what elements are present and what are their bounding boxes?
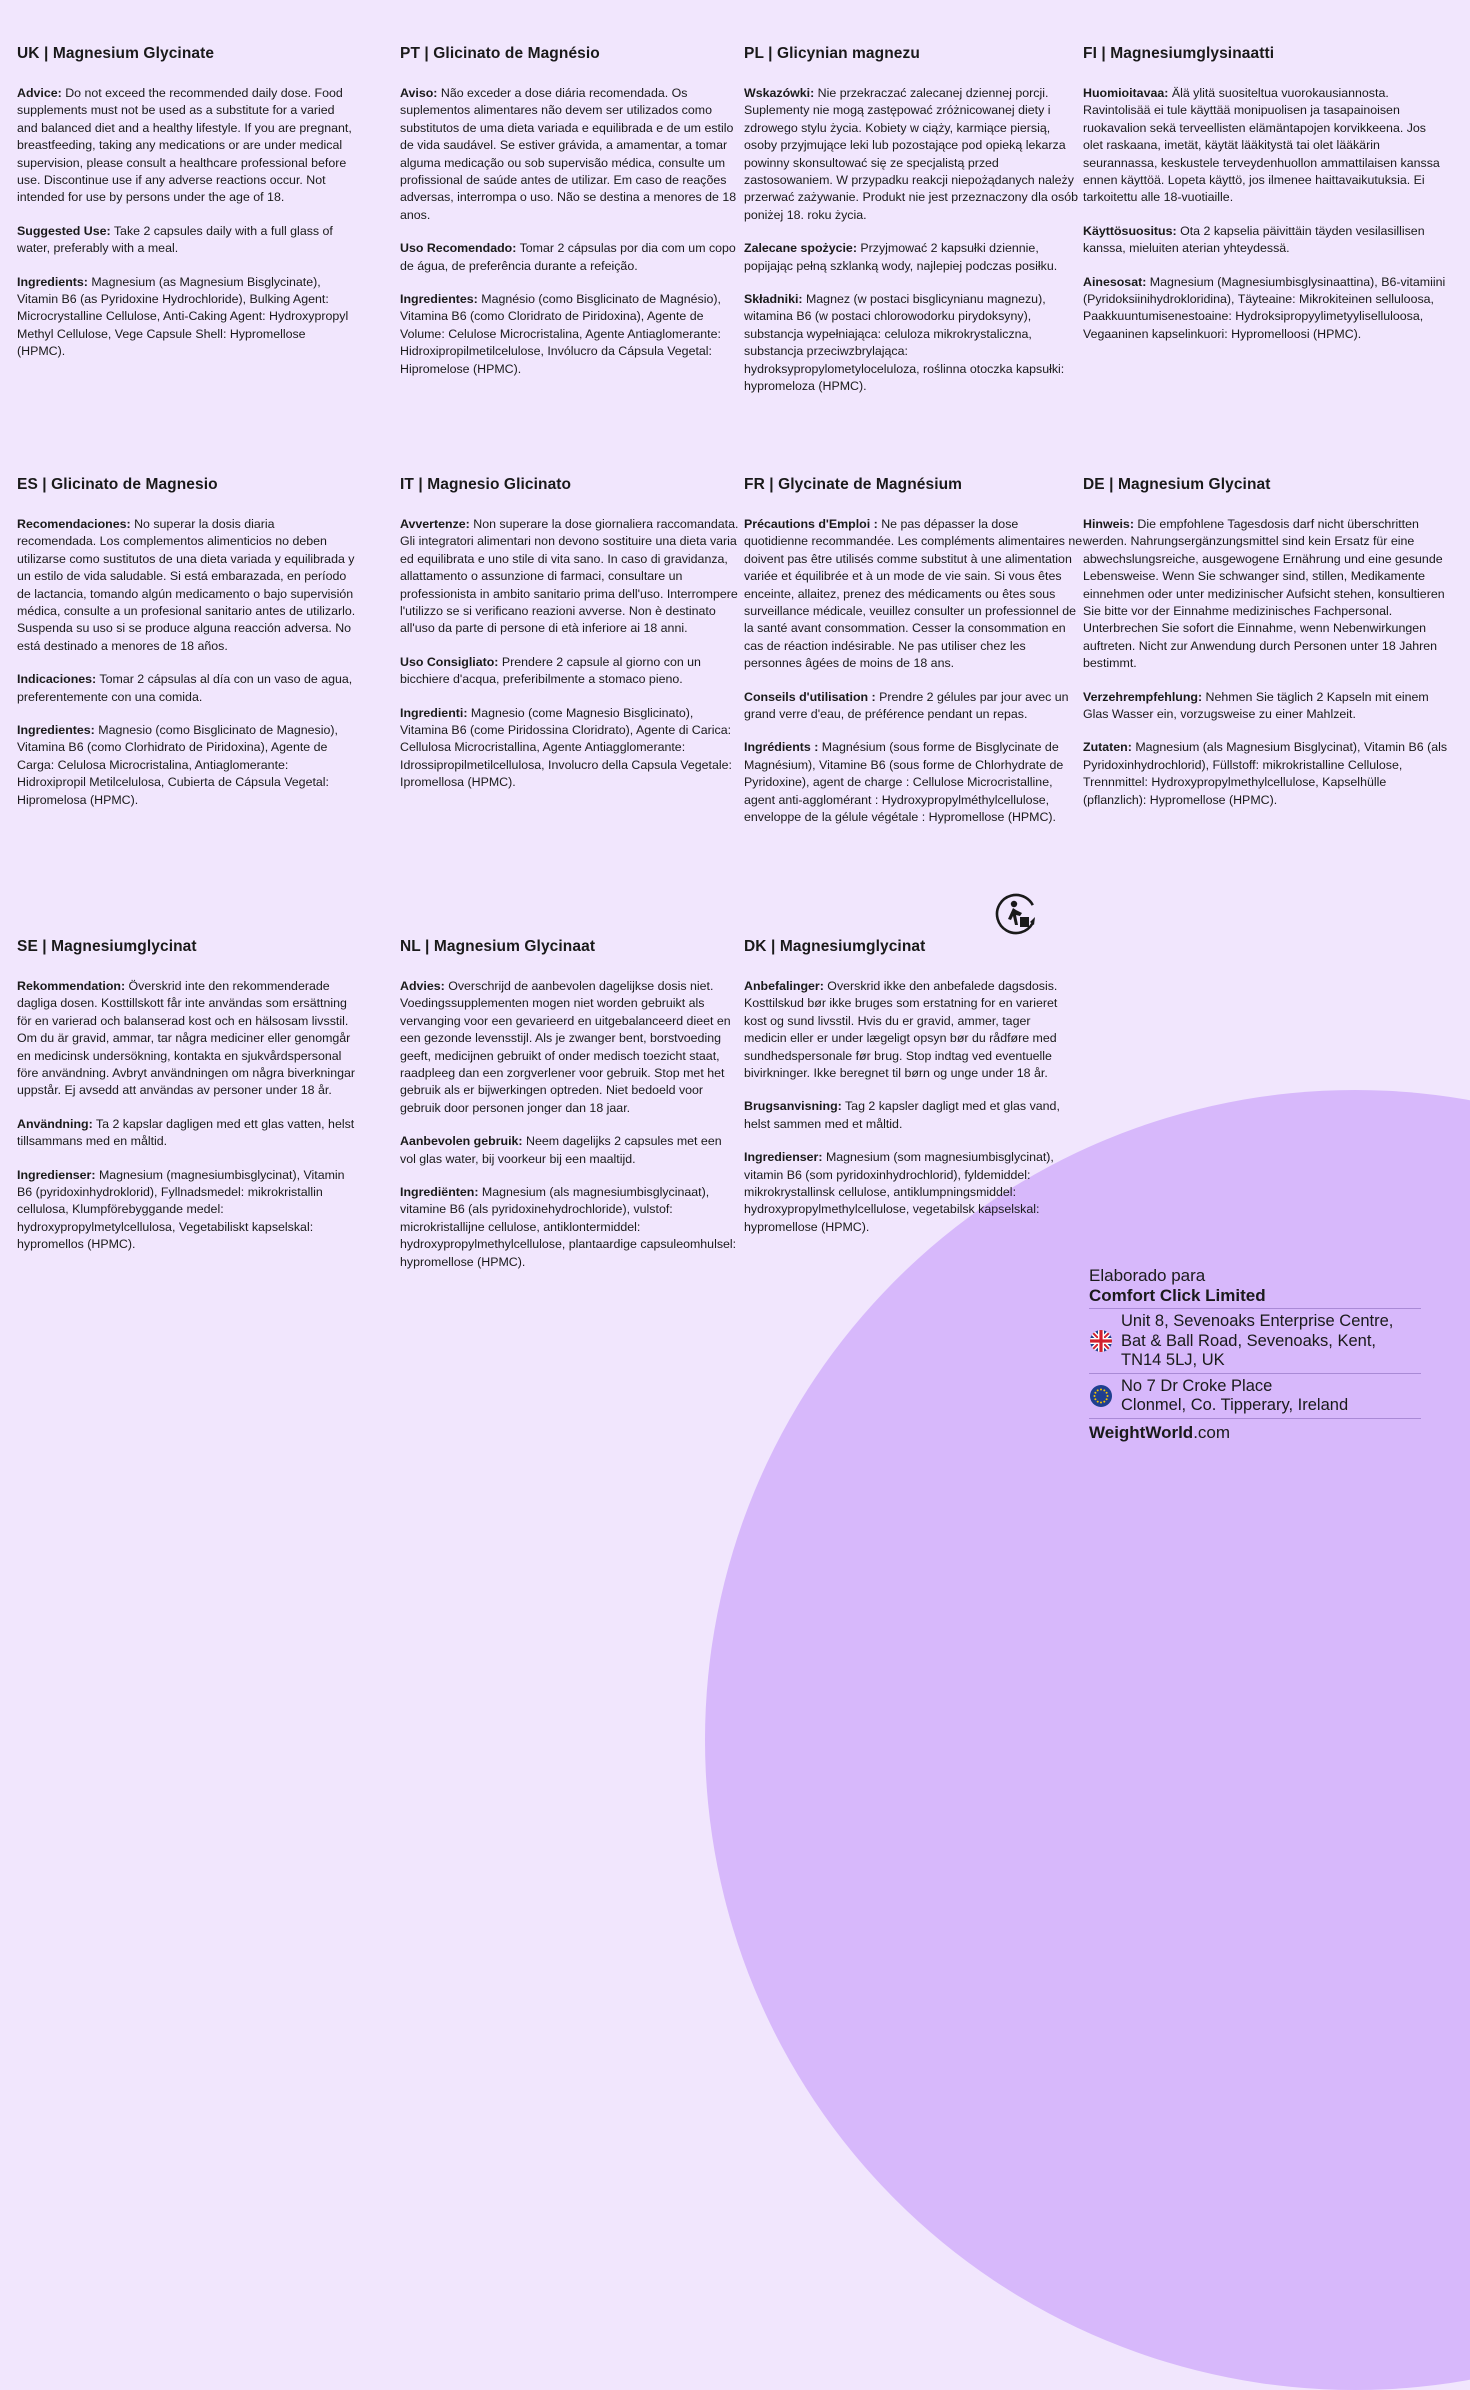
- uk-address-line: TN14 5LJ, UK: [1121, 1351, 1225, 1369]
- ingredients-text: Magnesium (als Magnesium Bisglycinat), Vitamin B6 (als Pyridoxinhydrochlorid), Füllstoff: mikrokristalline Cellulose, Trennmittel: Hydroxypropylmethylcellulose, Kapselhülle (pflanzlich): Hypromellose (HPMC).: [1083, 740, 1448, 807]
- eu-flag-icon: [1089, 1384, 1113, 1408]
- uk-flag-icon: [1089, 1329, 1113, 1353]
- section-dk: [744, 937, 1074, 1252]
- section-title: UK | Magnesium Glycinate: [17, 45, 215, 62]
- ingredients-paragraph: [400, 291, 740, 378]
- advice-text: Overschrijd de aanbevolen dagelijkse dosis niet. Voedingssupplementen mogen niet worden gebruikt als vervanging voor een gevarieerd en uitgebalanceerd dieet en een gezonde levensstijl. Als je zwanger bent, borstvoeding geeft, medicijnen gebruikt of onder medisch toezicht staat, raadpleeg dan een zorgverlener voor gebruik. Stop met het gebruik als er bijwerkingen optreden. Niet bedoeld voor gebruik door personen jonger dan 18 jaar.: [400, 979, 731, 1115]
- use-text: Tomar 2 cápsulas por dia com um copo de água, de preferência durante a refeição.: [400, 241, 736, 273]
- section-it: [400, 475, 740, 808]
- manufacturer-footer: [1089, 1266, 1421, 1443]
- eu-address-line: No 7 Dr Croke Place: [1121, 1376, 1273, 1395]
- advice-text: Älä ylitä suositeltua vuorokausiannosta. Ravintolisää ei tule käyttää monipuolisen ja tasapainoisen ruokavalion sekä terveellisten elämäntapojen korvikkeena. Jos olet raskaana, imetät, käytät lääkitystä tai olet lääkärin seurannassa, keskustele terveydenhuollon ammattilaisen kanssa ennen käyttöä. Lopeta käyttö, jos ilmenee haittavaikutuksia. Ei tarkoitettu alle 18-vuotiaille.: [1083, 86, 1440, 205]
- ingredients-text: Magnesium (som magnesiumbisglycinat), vitamin B6 (som pyridoxinhydrochlorid), fyldemiddel: mikrokrystallinsk cellulose, antiklumpningsmiddel: hydroxypropylmethylcellulose, vegetabilsk kapselskal: hypromellose (HPMC).: [744, 1150, 1054, 1234]
- advice-text: Não exceder a dose diária recomendada. Os suplementos alimentares não devem ser utilizados como substitutos de uma dieta variada e equilibrada e de um estilo de vida saudável. Se estiver grávida, a amamentar, a tomar alguma medicação ou sob supervisão médica, consulte um profissional de saúde antes de utilizar. Em caso de reações adversas, interrompa o uso. Não se destina a menores de 18 anos.: [400, 86, 737, 222]
- use-text: Tomar 2 cápsulas al día con un vaso de agua, preferentemente con una comida.: [17, 672, 353, 704]
- advice-paragraph: [400, 85, 740, 224]
- advice-label: Advice:: [17, 86, 62, 100]
- advice-label: Wskazówki:: [744, 86, 815, 100]
- ingredients-label: Ingrédients :: [744, 740, 819, 755]
- section-title: PT | Glicinato de Magnésio: [400, 45, 600, 62]
- use-paragraph: [17, 223, 357, 258]
- advice-label: Advies:: [400, 979, 445, 993]
- advice-text: Die empfohlene Tagesdosis darf nicht überschritten werden. Nahrungsergänzungsmittel sind kein Ersatz für eine abwechslungsreiche, ausgewogene Ernährung und eine gesunde Lebensweise. Wenn Sie schwanger sind, stillen, Medikamente einnehmen oder unter medizinischer Aufsicht stehen, konsultieren Sie bitte vor der Einnahme medizinisches Fachpersonal. Unterbrechen Sie sofort die Einnahme, wenn Nebenwirkungen auftreten. Nicht zur Anwendung durch Personen unter 18 Jahren bestimmt.: [1083, 517, 1445, 671]
- ingredients-label: Ainesosat:: [1083, 274, 1147, 289]
- use-label: Uso Consigliato:: [400, 654, 499, 669]
- eu-address-line: Clonmel, Co. Tipperary, Ireland: [1121, 1396, 1349, 1414]
- advice-label: Précautions d'Emploi :: [744, 517, 878, 531]
- ingredients-text: Magnesium (Magnesiumbisglysinaattina), B6-vitamiini (Pyridoksiinihydrokloridina), Täyteaine: Mikrokiteinen selluloosa, Paakkuuntumisenestoaine: Hydroksipropyylimetyyliselluloosa, Vegaaninen kapselinkuori: Hypromelloosi (HPMC).: [1083, 274, 1446, 341]
- advice-paragraph: [744, 978, 1074, 1082]
- section-title: DE | Magnesium Glycinat: [1083, 476, 1271, 493]
- ingredients-label: Ingrediënten:: [400, 1185, 479, 1200]
- advice-label: Rekommendation:: [17, 979, 126, 993]
- use-text: Nehmen Sie täglich 2 Kapseln mit einem Glas Wasser ein, vorzugsweise zu einer Mahlzeit.: [1083, 689, 1429, 722]
- advice-paragraph: [744, 516, 1084, 673]
- ingredients-text: Magnez (w postaci bisglicynianu magnezu), witamina B6 (w postaci chlorowodorku pirydoksyny), substancja wypełniająca: celuloza mikrokrystaliczna, substancja przeciwzbrylająca: hydroksypropylometyloceluloza, roślinna otoczka kapsułki: hypromeloza (HPMC).: [744, 292, 1065, 394]
- ingredients-label: Ingredients:: [17, 274, 88, 289]
- ingredients-paragraph: [17, 722, 357, 809]
- use-label: Aanbevolen gebruik:: [400, 1134, 523, 1149]
- advice-label: Huomioitavaa:: [1083, 86, 1169, 100]
- advice-label: Avvertenze:: [400, 517, 470, 531]
- use-text: Ta 2 kapslar dagligen med ett glas vatten, helst tillsammans med en måltid.: [17, 1116, 355, 1149]
- made-for-label: Elaborado para: [1089, 1266, 1206, 1285]
- section-pt: [400, 44, 740, 394]
- section-title: NL | Magnesium Glycinaat: [400, 938, 596, 955]
- use-paragraph: [744, 1098, 1074, 1133]
- uk-address-row: [1089, 1308, 1421, 1373]
- ingredients-text: Magnésio (como Bisglicinato de Magnésio), Vitamina B6 (como Cloridrato de Piridoxina), Agente de Volume: Celulose Microcristalina, Agente Antiaglomerante: Hidroxipropilmetilcelulose, Invólucro da Cápsula Vegetal: Hipromelose (HPMC).: [400, 292, 721, 376]
- section-de: [1083, 475, 1448, 825]
- ingredients-label: Ingredienser:: [744, 1150, 823, 1165]
- section-title: IT | Magnesio Glicinato: [400, 476, 572, 493]
- brand-logo: [1089, 1418, 1421, 1443]
- use-paragraph: [1083, 689, 1448, 724]
- section-es: [17, 475, 357, 825]
- use-text: Take 2 capsules daily with a full glass of water, preferably with a meal.: [17, 223, 333, 256]
- advice-paragraph: [17, 516, 357, 655]
- ingredients-paragraph: [17, 1167, 357, 1254]
- advice-label: Anbefalinger:: [744, 979, 824, 993]
- section-fr: [744, 475, 1084, 843]
- section-title: PL | Glicynian magnezu: [744, 45, 920, 62]
- use-label: Conseils d'utilisation :: [744, 689, 876, 704]
- ingredients-paragraph: [17, 274, 357, 361]
- advice-paragraph: [1083, 85, 1448, 207]
- use-label: Brugsanvisning:: [744, 1099, 842, 1114]
- section-se: [17, 937, 357, 1270]
- use-label: Uso Recomendado:: [400, 241, 517, 256]
- recycle-bin-icon: [994, 892, 1038, 936]
- advice-text: Nie przekraczać zalecanej dziennej porcji. Suplementy nie mogą zastępować zróżnicowanej diety i zdrowego stylu życia. Kobiety w ciąży, karmiące piersią, osoby przyjmujące leki lub pozostające pod opieką lekarza powinny skonsultować się ze specjalistą przed zastosowaniem. W przypadku reakcji niepożądanych należy przerwać zażywanie. Produkt nie jest przeznaczony dla osób poniżej 18. roku życia.: [744, 86, 1079, 222]
- advice-paragraph: [17, 978, 357, 1100]
- use-label: Användning:: [17, 1116, 93, 1131]
- ingredients-label: Ingredienser:: [17, 1167, 96, 1182]
- advice-text: No superar la dosis diaria recomendada. Los complementos alimenticios no deben utilizarse como sustitutos de una dieta variada y equilibrada y un estilo de vida saludable. Si está embarazada, en período de lactancia, tomando algún medicamento o bajo supervisión médica, consulte a un profesional sanitario antes de utilizarlo. Suspenda su uso si se produce alguna reacción adversa. No está destinado a menores de 18 años.: [17, 517, 356, 653]
- advice-text: Ne pas dépasser la dose quotidienne recommandée. Les compléments alimentaires ne doivent pas être utilisés comme substitut à une alimentation variée et équilibrée et à un mode de vie sain. Si vous êtes enceinte, allaitez, prenez des médicaments ou êtes sous surveillance médicale, veuillez consulter un professionnel de la santé avant consommation. Cesser la consommation en cas de réaction indésirable. Ne pas utiliser chez les personnes âgées de moins de 18 ans.: [744, 517, 1083, 671]
- use-text: Neem dagelijks 2 capsules met een vol glas water, bij voorkeur bij een maaltijd.: [400, 1134, 722, 1166]
- use-paragraph: [400, 1133, 740, 1168]
- advice-label: Recomendaciones:: [17, 517, 131, 531]
- ingredients-paragraph: [744, 739, 1084, 826]
- use-text: Przyjmować 2 kapsułki dziennie, popijając pełną szklanką wody, najlepiej podczas posiłku.: [744, 241, 1058, 273]
- ingredients-label: Składniki:: [744, 292, 803, 307]
- brand-name: WeightWorld: [1089, 1422, 1194, 1442]
- advice-paragraph: [744, 85, 1084, 224]
- ingredients-paragraph: [744, 1149, 1074, 1236]
- use-paragraph: [1083, 223, 1448, 258]
- advice-text: Överskrid inte den rekommenderade dagliga dosen. Kosttillskott får inte användas som ersättning för en varierad och balanserad kost och en hälsosam livsstil. Om du är gravid, ammar, tar några mediciner eller genomgår en medicinsk undersökning, kontakta en sjukvårdspersonal före användning. Avbryt användningen om några biverkningar uppstår. Ej avsedd att användas av personer under 18 år.: [17, 979, 355, 1098]
- ingredients-paragraph: [1083, 739, 1448, 809]
- uk-address-line: Bat & Ball Road, Sevenoaks, Kent,: [1121, 1331, 1376, 1350]
- ingredients-paragraph: [1083, 274, 1448, 344]
- section-title: SE | Magnesiumglycinat: [17, 938, 197, 955]
- ingredients-text: Magnésium (sous forme de Bisglycinate de Magnésium), Vitamine B6 (sous forme de Chlorhydrate de Pyridoxine), agent de charge : Cellulose Microcristalline, agent anti-agglomérant : Hydroxypropylméthylcellulose, enveloppe de la gélule végétale : Hypromellose (HPMC).: [744, 740, 1064, 825]
- ingredients-label: Ingredienti:: [400, 705, 468, 720]
- advice-paragraph: [400, 516, 740, 638]
- use-paragraph: [400, 240, 740, 275]
- use-text: Tag 2 kapsler dagligt med et glas vand, helst sammen med et måltid.: [744, 1099, 1060, 1131]
- use-label: Verzehrempfehlung:: [1083, 689, 1203, 704]
- ingredients-label: Zutaten:: [1083, 740, 1132, 755]
- advice-text: Non superare la dose giornaliera raccomandata. Gli integratori alimentari non devono sostituire una dieta varia ed equilibrata e uno stile di vita sano. In caso di gravidanza, allattamento o assunzione di farmaci, consultare un professionista in ambito sanitario prima dell'uso. Interrompere l'utilizzo se si verificano reazioni avverse. Non è destinato all'uso da parte di persone di età inferiore ai 18 anni.: [400, 517, 739, 636]
- section-fi: [1083, 44, 1448, 359]
- use-label: Indicaciones:: [17, 672, 97, 687]
- brand-domain: .com: [1193, 1422, 1231, 1442]
- use-paragraph: [400, 654, 740, 689]
- use-paragraph: [17, 671, 357, 706]
- ingredients-text: Magnesio (come Magnesio Bisglicinato), Vitamina B6 (come Piridossina Cloridrato), Agente di Carica: Cellulosa Microcristallina, Agente Antiagglomerante: Idrossipropilmetilcellulosa, Involucro della Capsula Vegetale: Ipromellosa (HPMC).: [400, 705, 732, 790]
- section-title: FI | Magnesiumglysinaatti: [1083, 45, 1275, 62]
- use-text: Prendre 2 gélules par jour avec un grand verre d'eau, de préférence pendant un repas.: [744, 689, 1069, 722]
- eu-address: [1121, 1377, 1348, 1416]
- advice-text: Do not exceed the recommended daily dose. Food supplements must not be used as a substitute for a varied and balanced diet and a healthy lifestyle. If you are pregnant, breastfeeding, taking any medications or are under medical supervision, please consult a healthcare professional before use. Discontinue use if any adverse reactions occur. Not intended for use by persons under the age of 18.: [17, 86, 352, 205]
- section-uk: [17, 44, 357, 377]
- ingredients-text: Magnesium (as Magnesium Bisglycinate), Vitamin B6 (as Pyridoxine Hydrochloride), Bulking Agent: Microcrystalline Cellulose, Anti-Caking Agent: Hydroxypropyl Methyl Cellulose, Vege Capsule Shell: Hypromellose (HPMC).: [17, 274, 349, 359]
- ingredients-text: Magnesium (als magnesiumbisglycinaat), vitamine B6 (als pyridoxinehydrochloride), vulstof: microkristallijne cellulose, antiklontermiddel: hydroxypropylmethylcellulose, plantaardige capsuleomhulsel: hypromellose (HPMC).: [400, 1185, 737, 1269]
- section-pl: [744, 44, 1084, 412]
- advice-paragraph: [400, 978, 740, 1117]
- ingredients-paragraph: [400, 1184, 740, 1271]
- ingredients-paragraph: [400, 705, 740, 792]
- use-label: Zalecane spożycie:: [744, 241, 857, 256]
- ingredients-text: Magnesio (como Bisglicinato de Magnesio), Vitamina B6 (como Clorhidrato de Piridoxina), Agente de Carga: Celulosa Microcristalina, Antiaglomerante: Hidroxipropil Metilcelulosa, Cubierta de Cápsula Vegetal: Hipromelosa (HPMC).: [17, 723, 338, 807]
- uk-address: [1121, 1312, 1393, 1371]
- ingredients-paragraph: [744, 291, 1084, 395]
- advice-text: Overskrid ikke den anbefalede dagsdosis. Kosttilskud bør ikke bruges som erstatning for en varieret kost og sund livsstil. Hvis du er gravid, ammer, tager medicin eller er under lægeligt opsyn bør du rådføre med sundhedspersonale før brug. Stop indtag ved eventuelle bivirkninger. Ikke beregnet til børn og unge under 18 år.: [744, 979, 1058, 1081]
- advice-label: Aviso:: [400, 86, 438, 100]
- use-text: Prendere 2 capsule al giorno con un bicchiere d'acqua, preferibilmente a stomaco pieno.: [400, 654, 701, 687]
- use-paragraph: [744, 689, 1084, 724]
- section-title: FR | Glycinate de Magnésium: [744, 476, 963, 493]
- advice-label: Hinweis:: [1083, 517, 1134, 531]
- use-paragraph: [744, 240, 1084, 275]
- section-title: ES | Glicinato de Magnesio: [17, 476, 218, 493]
- use-label: Suggested Use:: [17, 223, 111, 238]
- ingredients-label: Ingredientes:: [400, 292, 478, 307]
- ingredients-text: Magnesium (magnesiumbisglycinat), Vitamin B6 (pyridoxinhydroklorid), Fyllnadsmedel: mikrokristallin cellulosa, Klumpförebyggande medel: hydroxypropylmetylcellulosa, Vegetabiliskt kapselskal: hypromellos (HPMC).: [17, 1167, 345, 1252]
- eu-address-row: [1089, 1373, 1421, 1418]
- section-title: DK | Magnesiumglycinat: [744, 938, 926, 955]
- use-paragraph: [17, 1116, 357, 1151]
- advice-paragraph: [17, 85, 357, 207]
- ingredients-label: Ingredientes:: [17, 723, 95, 738]
- use-text: Ota 2 kapselia päivittäin täyden vesilasillisen kanssa, mieluiten aterian yhteydessä.: [1083, 223, 1425, 256]
- uk-address-line: Unit 8, Sevenoaks Enterprise Centre,: [1121, 1312, 1394, 1330]
- company-name: Comfort Click Limited: [1089, 1286, 1266, 1305]
- section-nl: [400, 937, 740, 1287]
- use-label: Käyttösuositus:: [1083, 223, 1177, 238]
- advice-paragraph: [1083, 516, 1448, 673]
